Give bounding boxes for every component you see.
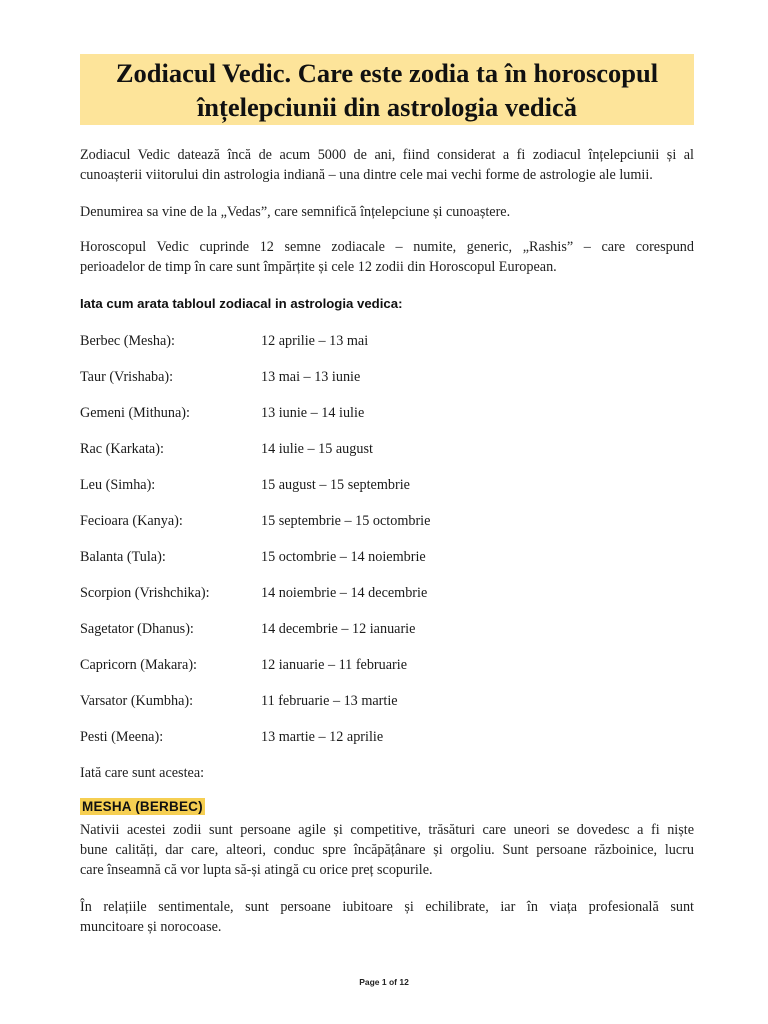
sign-dates: 12 ianuarie – 11 februarie [261,657,408,673]
sign-name: Varsator (Kumbha): [80,693,194,709]
sign-name: Balanta (Tula): [80,549,166,565]
table-row [80,583,694,603]
intro-p3-line-1: Horoscopul Vedic cuprinde 12 semne zodiacale – numite, generic, „Rashis” – care corespund [80,239,694,255]
sign-name: Scorpion (Vrishchika): [80,585,210,601]
table-heading: Iata cum arata tabloul zodiacal in astrologia vedica: [80,296,403,311]
sign-name: Fecioara (Kanya): [80,513,183,529]
sign-dates: 15 septembrie – 15 octombrie [261,513,431,529]
mesha-p1-line-2: bune calități, dar care, alteori, conduc spre încăpățânare și orgoliu. Sunt persoane războinice, lucru [80,842,694,858]
intro-p1-line-2: cunoașterii viitorului din astrologia indiană – una dintre cele mai vechi forme de astrologie ale lumii. [80,167,653,183]
mesha-p1-line-1: Nativii acestei zodii sunt persoane agile și competitive, trăsături care uneori se dovedesc a fi niște [80,822,694,838]
table-row [80,475,694,495]
table-row [80,727,694,747]
mesha-p2-line-2: muncitoare și norocoase. [80,919,222,935]
table-row [80,619,694,639]
transition-text [80,763,694,783]
intro-paragraph-3 [80,237,694,277]
sign-dates: 11 februarie – 13 martie [261,693,398,709]
sign-name: Capricorn (Makara): [80,657,197,673]
table-row [80,547,694,567]
sign-dates: 13 mai – 13 iunie [261,369,361,385]
table-row [80,403,694,423]
mesha-paragraph-1 [80,820,694,880]
sign-name: Berbec (Mesha): [80,333,175,349]
sign-name: Pesti (Meena): [80,729,164,745]
sign-dates: 14 decembrie – 12 ianuarie [261,621,416,637]
mesha-p1-line-3: care înseamnă că vor lupta să-și atingă cu orice preț scopurile. [80,862,433,878]
sign-name: Leu (Simha): [80,477,156,493]
title-line-2: înțelepciunii din astrologia vedică [196,92,578,122]
title-line-1: Zodiacul Vedic. Care este zodia ta în horoscopul [115,58,659,88]
transition-line: Iată care sunt acestea: [80,765,205,781]
sign-dates: 14 iulie – 15 august [261,441,373,457]
sign-dates: 14 noiembrie – 14 decembrie [261,585,428,601]
table-row [80,439,694,459]
page-footer: Page 1 of 12 [359,977,409,987]
intro-p3-line-2: perioadelor de timp în care sunt împărțite și cele 12 zodii din Horoscopul European. [80,259,557,275]
sign-dates: 15 august – 15 septembrie [261,477,410,493]
sign-name: Sagetator (Dhanus): [80,621,194,637]
intro-p1-line-1: Zodiacul Vedic datează încă de acum 5000 de ani, fiind considerat a fi zodiacul înțelepciunii și al [80,147,694,163]
sign-dates: 13 iunie – 14 iulie [261,405,365,421]
sign-dates: 12 aprilie – 13 mai [261,333,369,349]
table-row [80,367,694,387]
table-row [80,331,694,351]
mesha-p2-line-1: În relațiile sentimentale, sunt persoane iubitoare și echilibrate, iar în viața profesională sunt [80,899,694,915]
sign-dates: 13 martie – 12 aprilie [261,729,384,745]
table-row [80,511,694,531]
document-title [80,54,694,125]
table-row [80,691,694,711]
intro-paragraph-2 [80,202,694,222]
section-heading-mesha: MESHA (BERBEC) [82,799,203,814]
intro-paragraph-1 [80,145,694,185]
mesha-paragraph-2 [80,897,694,937]
intro-p2-line: Denumirea sa vine de la „Vedas”, care semnifică înțelepciune și cunoaștere. [80,204,511,220]
sign-name: Gemeni (Mithuna): [80,405,190,421]
sign-name: Taur (Vrishaba): [80,369,174,385]
sign-name: Rac (Karkata): [80,441,164,457]
table-row [80,655,694,675]
sign-dates: 15 octombrie – 14 noiembrie [261,549,426,565]
